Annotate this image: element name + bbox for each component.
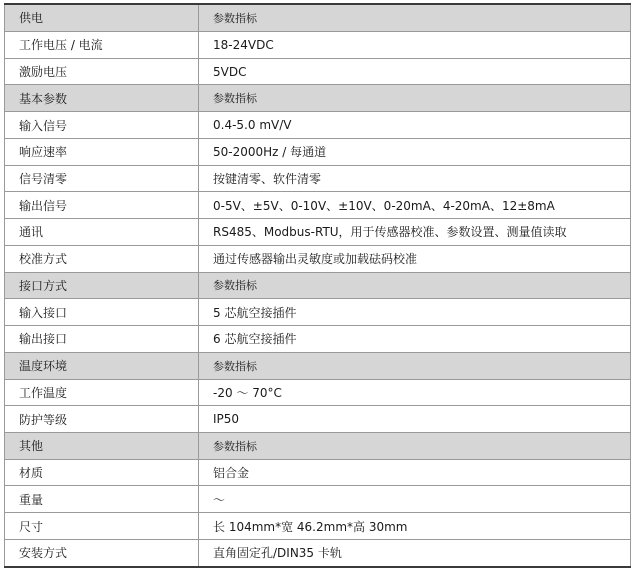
row-label: 供电 xyxy=(5,4,199,31)
table-row xyxy=(5,138,631,165)
row-value: -20 ～ 70°C xyxy=(199,379,631,406)
row-value: 参数指标 xyxy=(199,352,631,379)
table-row xyxy=(5,406,631,433)
row-value: 5 芯航空接插件 xyxy=(199,299,631,326)
row-label: 激励电压 xyxy=(5,58,199,85)
row-label: 尺寸 xyxy=(5,513,199,540)
table-row xyxy=(5,459,631,486)
row-label: 材质 xyxy=(5,459,199,486)
row-label: 其他 xyxy=(5,432,199,459)
row-label: 信号清零 xyxy=(5,165,199,192)
row-value: 参数指标 xyxy=(199,4,631,31)
row-value: 直角固定孔/DIN35 卡轨 xyxy=(199,539,631,567)
section-header-power xyxy=(5,4,631,31)
row-label: 基本参数 xyxy=(5,85,199,112)
row-value: 按键清零、软件清零 xyxy=(199,165,631,192)
row-value: 5VDC xyxy=(199,58,631,85)
table-row xyxy=(5,326,631,353)
row-label: 安装方式 xyxy=(5,539,199,567)
row-value: 50-2000Hz / 每通道 xyxy=(199,138,631,165)
section-header-basic xyxy=(5,85,631,112)
table-row xyxy=(5,58,631,85)
row-label: 校准方式 xyxy=(5,245,199,272)
row-label: 温度环境 xyxy=(5,352,199,379)
row-value: 6 芯航空接插件 xyxy=(199,326,631,353)
row-label: 输入信号 xyxy=(5,112,199,139)
row-label: 接口方式 xyxy=(5,272,199,299)
row-value: 参数指标 xyxy=(199,85,631,112)
row-label: 工作温度 xyxy=(5,379,199,406)
row-label: 防护等级 xyxy=(5,406,199,433)
table-row xyxy=(5,299,631,326)
row-label: 工作电压 / 电流 xyxy=(5,31,199,58)
table-row xyxy=(5,192,631,219)
row-label: 输入接口 xyxy=(5,299,199,326)
row-value: 通过传感器输出灵敏度或加载砝码校准 xyxy=(199,245,631,272)
row-value: 0.4-5.0 mV/V xyxy=(199,112,631,139)
section-header-interface xyxy=(5,272,631,299)
row-value: 铝合金 xyxy=(199,459,631,486)
section-header-other xyxy=(5,432,631,459)
table-row xyxy=(5,165,631,192)
section-header-temperature xyxy=(5,352,631,379)
row-label: 输出信号 xyxy=(5,192,199,219)
table-row xyxy=(5,219,631,246)
row-label: 输出接口 xyxy=(5,326,199,353)
row-value: 参数指标 xyxy=(199,272,631,299)
row-value: RS485、Modbus-RTU，用于传感器校准、参数设置、测量值读取 xyxy=(199,219,631,246)
table-row xyxy=(5,245,631,272)
row-value: ～ xyxy=(199,486,631,513)
row-label: 重量 xyxy=(5,486,199,513)
table-row xyxy=(5,112,631,139)
row-value: 0-5V、±5V、0-10V、±10V、0-20mA、4-20mA、12±8mA xyxy=(199,192,631,219)
table-row xyxy=(5,379,631,406)
table-row xyxy=(5,486,631,513)
row-label: 响应速率 xyxy=(5,138,199,165)
table-row xyxy=(5,513,631,540)
row-value: 参数指标 xyxy=(199,432,631,459)
table-row xyxy=(5,539,631,567)
table-row xyxy=(5,31,631,58)
row-value: 18-24VDC xyxy=(199,31,631,58)
row-label: 通讯 xyxy=(5,219,199,246)
row-value: 长 104mm*宽 46.2mm*高 30mm xyxy=(199,513,631,540)
row-value: IP50 xyxy=(199,406,631,433)
spec-table xyxy=(4,3,631,568)
